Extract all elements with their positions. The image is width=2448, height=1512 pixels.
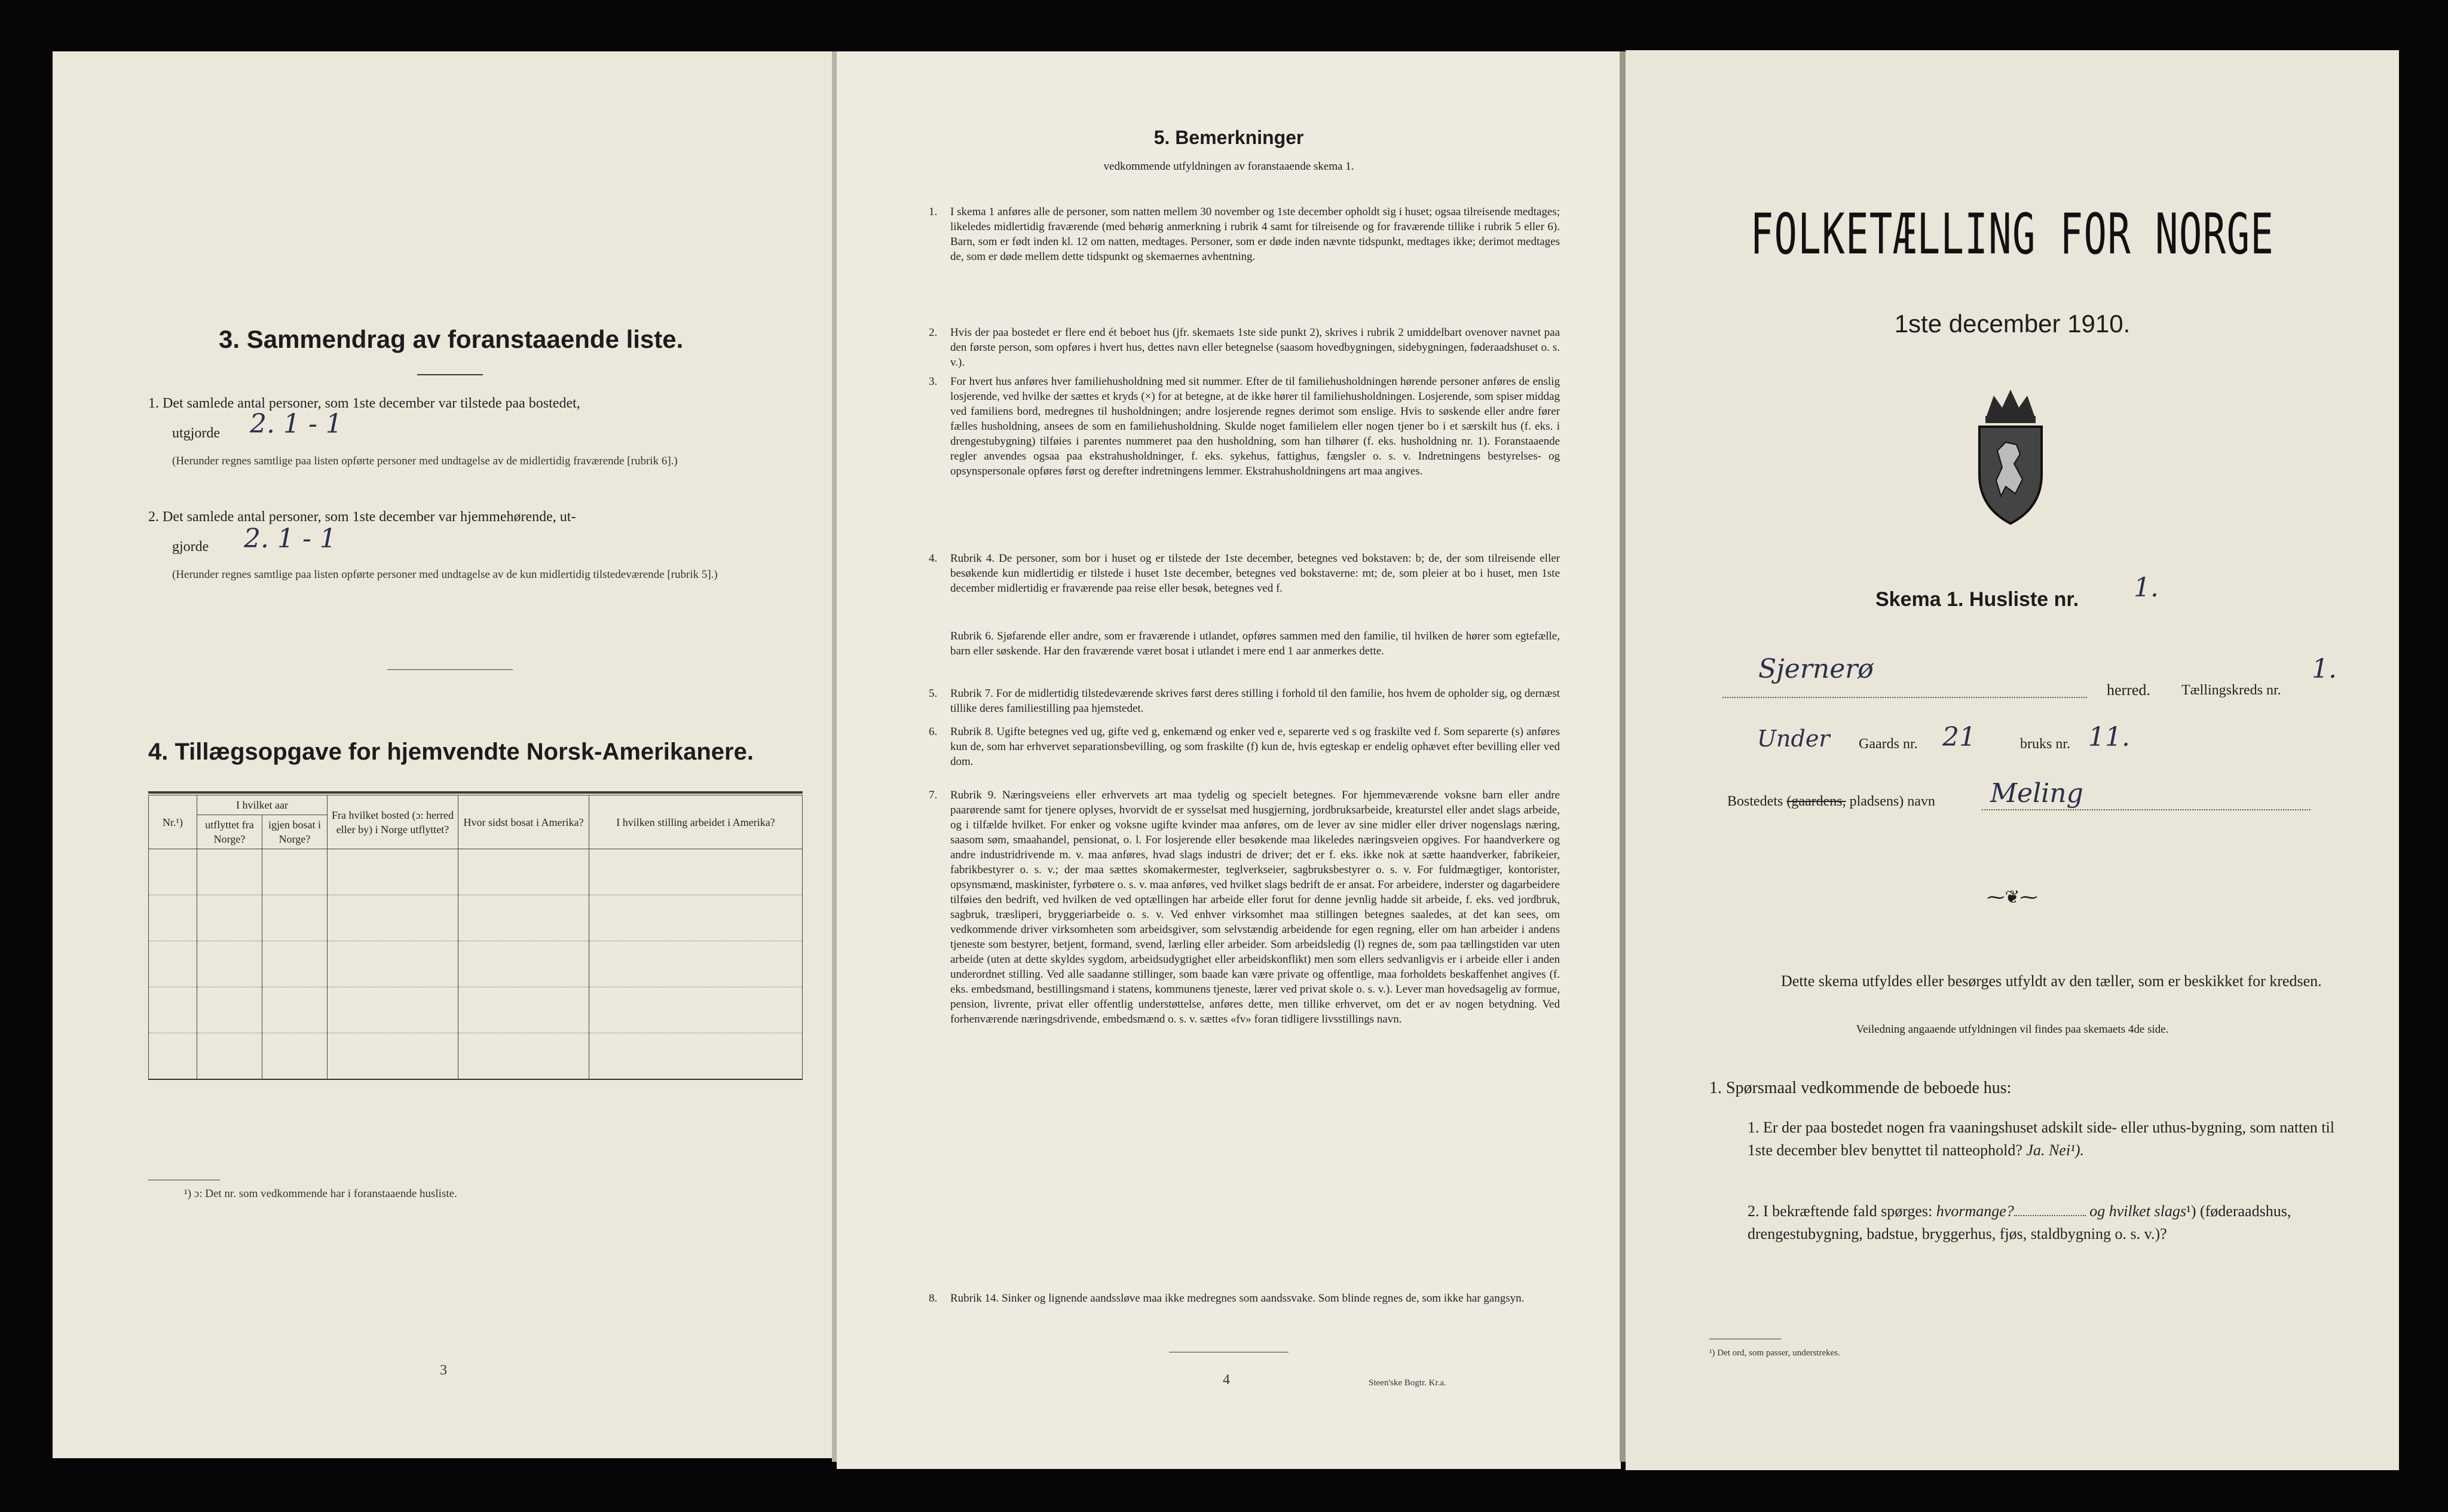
- krets-label: Tællingskreds nr.: [2181, 682, 2281, 698]
- col-hvor-sidst: Hvor sidst bosat i Amerika?: [458, 795, 589, 849]
- remark-number: 4.: [929, 552, 938, 565]
- question-2: 2. I bekræftende fald spørges: hvormange? og hvilket slags¹) (føderaadshus, drengestubygning, badstue, bryggerhus, fjøs, staldbygning o. s. v.)?: [1748, 1202, 2291, 1242]
- item1-note: (Herunder regnes samtlige paa listen opførte personer med undtagelse av de midlertidig fraværende [rubrik 6].): [172, 455, 678, 467]
- counter-instruction: Dette skema utfyldes eller besørges utfyldt av den tæller, som er beskikket for kredsen.: [1781, 972, 2322, 990]
- skema-label: Skema 1. Husliste nr.: [1875, 588, 2079, 611]
- section3-item1: 1. Det samlede antal personer, som 1ste december var tilstede paa bostedet,: [148, 396, 580, 411]
- title-rule: [417, 374, 483, 375]
- husliste-number: 1.: [2134, 573, 2159, 603]
- right-page: [1626, 50, 2399, 1470]
- remarks-title: 5. Bemerkninger: [1153, 127, 1304, 148]
- question-2-lead: 2. I bekræftende fald spørges:: [1748, 1202, 1933, 1220]
- question-2-kind: og hvilket slags: [2089, 1202, 2187, 1220]
- remark-item: [950, 629, 1560, 659]
- item2-note: (Herunder regnes samtlige paa listen opførte personer med undtagelse av de kun midlertidig tilstedeværende [rubrik 5].): [172, 568, 718, 581]
- remark-item: [929, 325, 1560, 370]
- col-fra-bosted: Fra hvilket bosted (ɔ: herred eller by) i Norge utflyttet?: [328, 795, 458, 849]
- herred-label: herred.: [2107, 681, 2150, 699]
- remark-text: Rubrik 9. Næringsveiens eller erhvervets art maa tydelig og specielt betegnes. For hjemmeværende voksne barn eller andre paarørende samt for tjenere oplyses, hvorvidt de er sysselsat med husgjerning, jordbruksarbeide, kreaturstel eller andet slags arbeide, og i tilfælde hvilket. For enker og voksne ugifte kvinder maa anføres, om de lever av sine midler eller driver nogenslags næring, saasom søm, smaahandel, pensionat, o. l. For losjerende eller besøkende maa likeledes næringsveien opgives. For haandverkere og andre industridrivende m. v. maa anføres, hvad slags industri de driver; det er f. eks. ikke nok at sætte haandverker, fabrikeier, fabrikbestyrer o. s. v.; der maa sættes skomakermester, teglverkseier, sagbruksbestyrer o. s. v. For fuldmægtiger, kontorister, opsynsmænd, maskinister, fyrbøtere o. s. v. maa anføres, ved hvilket slags bedrift de er ansat. For arbeidere, inderster og dagarbeidere tilføies den bedrift, ved hvilken de ved optællingen har arbeide eller forut for denne jevnlig hadde sit arbeide, f. eks. ved jordbruk, sagbruk, træsliperi, bryggeriarbeide o. s. v. Ved enhver virksomhet maa stillingen betegnes saaledes, at det kan sees, om vedkommende driver virksomheten som arbeidsgiver, som selvstændig arbeidende for egen regning, eller om han arbeider i andens tjeneste som bestyrer, betjent, formand, svend, lærling eller arbeider. Som arbeidsledig (l) regnes de, som paa tællingstiden var uten arbeide (uten at dette skyldes sygdom, arbeidsudygtighet eller arbeidskonflikt) men som ellers sedvanligvis er i arbeide eller i anden underordnet stilling. Ved alle saadanne stillinger, som baade kan være private og offentlige, maa forholdets beskaffenhet angives (f. eks. embedsmand, bestillingsmand i statens, kommunens tjeneste, lærer ved privat skole o. s. v.). Lever man hovedsagelig av formue, pension, livrente, privat eller offentlig understøttelse, anføres dette, men tillike erhvervet, om det er av nogen betydning. Ved forhenværende næringsdrivende, embedsmænd o. s. v. sættes «fv» foran tidligere livsstillings navn.: [950, 789, 1560, 1026]
- remark-item: [929, 788, 1560, 1027]
- instruction-small: Veiledning angaaende utfyldningen vil findes paa skemaets 4de side.: [1856, 1023, 2169, 1036]
- page-number: 4: [1223, 1372, 1230, 1388]
- item2-prefix: gjorde: [172, 539, 209, 555]
- section3-title: 3. Sammendrag av foranstaaende liste.: [219, 325, 684, 353]
- col-nr: Nr.¹): [149, 795, 197, 849]
- bosted-line: [1982, 809, 2311, 810]
- remark-item: [929, 1291, 1560, 1306]
- remark-text: Rubrik 4. De personer, som bor i huset og er tilstede der 1ste december, betegnes ved bokstaven: b; de, der som tilreisende eller besøkende kun midlertidig er tilstede i huset 1ste december, betegnes ved bokstaverne: mt; de, som pleier at bo i huset, men 1ste december midlertidig er fraværende paa reise eller besøk, betegnes ved f.: [950, 552, 1560, 595]
- remark-item: [929, 551, 1560, 596]
- remark-text: Rubrik 8. Ugifte betegnes ved ug, gifte ved g, enkemænd og enker ved e, separerte ved s og fraskilte ved f. Som separerte (s) anføres kun de, som har erhvervet separationsbevilling, og som fraskilte (f) kun de, hvis egteskap er endelig ophævet efter bevilling eller ved dom.: [950, 726, 1560, 768]
- item2-handwritten-count: 2. 1 - 1: [244, 524, 336, 554]
- table-row: [149, 987, 803, 1033]
- remark-text: Rubrik 7. For de midlertidig tilstedeværende skrives først deres stilling i forhold til den familie, hos hvem de opholder sig, og dernæst tillike deres familiestilling paa hjemstedet.: [950, 687, 1560, 715]
- table-row: [149, 941, 803, 987]
- bruks-number: 11.: [2088, 722, 2130, 752]
- bosted-label: [1727, 791, 1935, 812]
- divider: [387, 669, 513, 670]
- left-page: [53, 51, 833, 1458]
- under-word: Under: [1757, 726, 1830, 752]
- item1-handwritten-count: 2. 1 - 1: [250, 409, 342, 439]
- krets-number: 1.: [2312, 654, 2337, 684]
- question-1: [1748, 1116, 2345, 1162]
- col-utflyttet: utflyttet fra Norge?: [197, 815, 262, 849]
- table-top-rule: [148, 791, 803, 794]
- section4-title: 4. Tillægsopgave for hjemvendte Norsk-Amerikanere.: [148, 739, 754, 765]
- table-row: [149, 895, 803, 941]
- remark-number: 8.: [929, 1292, 938, 1305]
- bosted-label-a: Bostedets: [1727, 794, 1783, 809]
- norwegian-crest-icon: [1963, 385, 2058, 528]
- remark-text: Hvis der paa bostedet er flere end ét beboet hus (jfr. skemaets 1ste side punkt 2), skrives i rubrik 2 umiddelbart ovenover navnet paa den første person, som opføres i hvert hus, dettes navn eller betegnelse (saasom hovedbygningen, sidebygningen, føderaadshuset o. s. v.).: [950, 326, 1560, 369]
- question-2-examples: (føderaadshus, drengestubygning, badstue, bryggerhus, fjøs, staldbygning o. s. v.)?: [1748, 1202, 2291, 1242]
- gaards-label: Gaards nr.: [1859, 736, 1918, 752]
- bosted-name: Meling: [1990, 778, 2083, 809]
- remark-item: [929, 724, 1560, 769]
- census-title: FOLKETÆLLING FOR NORGE: [1750, 202, 2275, 267]
- printer-mark: Steen'ske Bogtr. Kr.a.: [1369, 1378, 1446, 1388]
- remark-item: [929, 686, 1560, 716]
- page-fold: [1620, 51, 1626, 1462]
- remark-text: Rubrik 6. Sjøfarende eller andre, som er fraværende i utlandet, opføres sammen med den familie, til hvilken de hører som egtefælle, barn eller søskende. Har den fraværende været bosat i utlandet i mere end 1 aar anmerkes dette.: [950, 630, 1560, 657]
- section4-footnote: ¹) ɔ: Det nr. som vedkommende har i foranstaaende husliste.: [184, 1187, 457, 1200]
- question-2-how: hvormange?: [1936, 1202, 2014, 1220]
- herred-line: [1722, 697, 2087, 698]
- col-group-year: I hvilket aar: [197, 795, 328, 815]
- remark-number: 6.: [929, 726, 938, 738]
- remark-item: [929, 204, 1560, 264]
- middle-page: [837, 51, 1621, 1469]
- question-1-answer: Ja. Nei¹).: [2026, 1141, 2085, 1159]
- page-number: 3: [440, 1363, 447, 1378]
- table-row: [149, 849, 803, 895]
- remark-number: 7.: [929, 789, 938, 801]
- question-1-text: 1. Er der paa bostedet nogen fra vaaningshuset adskilt side- eller uthus-bygning, som natten til 1ste december blev benyttet til natteophold?: [1748, 1119, 2334, 1159]
- remarks-subtitle: vedkommende utfyldningen av foranstaaende skema 1.: [1103, 160, 1354, 173]
- bosted-label-b: pladsens) navn: [1849, 794, 1935, 809]
- questions-title: 1. Spørsmaal vedkommende de beboede hus:: [1709, 1079, 2012, 1097]
- remark-text: Rubrik 14. Sinker og lignende aandssløve maa ikke medregnes som aandssvake. Som blinde regnes de, som ikke har gangsyn.: [950, 1292, 1525, 1305]
- item1-prefix: utgjorde: [172, 426, 220, 441]
- remark-item: [929, 374, 1560, 479]
- census-date: 1ste december 1910.: [1894, 310, 2131, 338]
- remark-text: I skema 1 anføres alle de personer, som natten mellem 30 november og 1ste december opholdt sig i huset; ogsaa tilreisende medtages; likeledes midlertidig fraværende (med behørig anmerkning i rubrik 4 samt for tilreisende og for fraværende tillike i rubrik 5 eller 6). Barn, som er født inden kl. 12 om natten, medtages. Personer, som er døde inden nævnte tidspunkt, medtages ikke; derimot medtages de, som er døde mellem dette tidspunkt og skemaernes avhentning.: [950, 206, 1560, 263]
- ornament-icon: ⁓❦⁓: [1987, 887, 2038, 907]
- remark-number: 5.: [929, 687, 938, 700]
- bruks-label: bruks nr.: [2020, 736, 2070, 752]
- section3-item2: 2. Det samlede antal personer, som 1ste december var hjemmehørende, ut-: [148, 509, 576, 525]
- col-stilling: I hvilken stilling arbeidet i Amerika?: [589, 795, 803, 849]
- herred-name: Sjernerø: [1758, 654, 1874, 684]
- gaards-number: 21: [1942, 722, 1976, 752]
- bosted-label-strike: (gaardens,: [1786, 794, 1846, 809]
- norsk-amerikaner-table: [148, 795, 803, 1080]
- col-igjen-bosat: igjen bosat i Norge?: [262, 815, 328, 849]
- remark-number: 1.: [929, 206, 938, 218]
- remark-text: For hvert hus anføres hver familiehusholdning med sit nummer. Efter de til familiehusholdningen hørende personer anføres de enslig losjerende, ved hvilke der sættes et kryds (×) for at betegne, at de ikke hører til familiehusholdningen. Losjerende, som spiser middag ved familiens bord, medregnes til husholdningen; andre losjerende regnes derimot som enslige. Hvis to søskende eller andre fører fælles husholdning, ansees de som en familiehusholdning. Skulde noget familielem eller nogen tjener bo i et særskilt hus (f. eks. i drengestubygning) tilføies i parentes nummeret paa den husholdning, som han tilhører (f. eks. husholdning nr. 1). Foranstaaende regler anvendes ogsaa paa ekstrahusholdninger, f. eks. sykehus, fattighus, fængsler o. s. v. Indretningens bestyrelses- og opsynspersonale opføres først og derefter indretningens lemmer. Ekstrahusholdningens art maa angives.: [950, 375, 1560, 478]
- remark-number: 3.: [929, 375, 938, 388]
- right-footnote: ¹) Det ord, som passer, understrekes.: [1709, 1348, 1840, 1358]
- table-row: [149, 1033, 803, 1080]
- remark-number: 2.: [929, 326, 938, 339]
